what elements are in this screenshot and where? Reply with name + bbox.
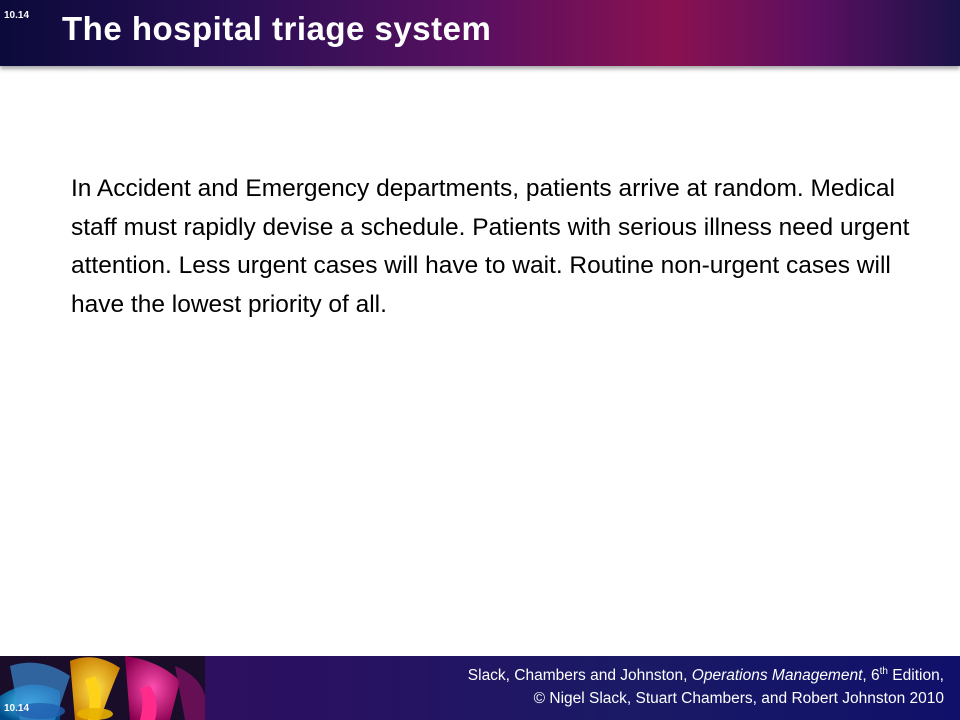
credit-line-2: © Nigel Slack, Stuart Chambers, and Robert Johnston 2010: [533, 690, 944, 707]
slide-number-top: 10.14: [4, 10, 30, 21]
body-paragraph: In Accident and Emergency departments, patients arrive at random. Medical staff must rapidly devise a schedule. Patients with serious illness need urgent attention. Less urgent cases will have to wait. Routine non-urgent cases will have the lowest priority of all.: [71, 175, 910, 318]
credit-edition-sep: , 6: [862, 667, 880, 684]
slide-number-bottom: 10.14: [4, 703, 30, 714]
footer-credit: [468, 664, 944, 710]
slide-title: The hospital triage system: [62, 10, 492, 47]
credit-edition-sup: th: [879, 665, 888, 677]
credit-book-title: Operations Management: [691, 667, 863, 684]
credit-authors: Slack, Chambers and Johnston,: [467, 667, 692, 684]
paint-pouring-image: [0, 656, 205, 720]
credit-line-1: [468, 664, 944, 687]
credit-edition: Edition,: [887, 667, 944, 684]
